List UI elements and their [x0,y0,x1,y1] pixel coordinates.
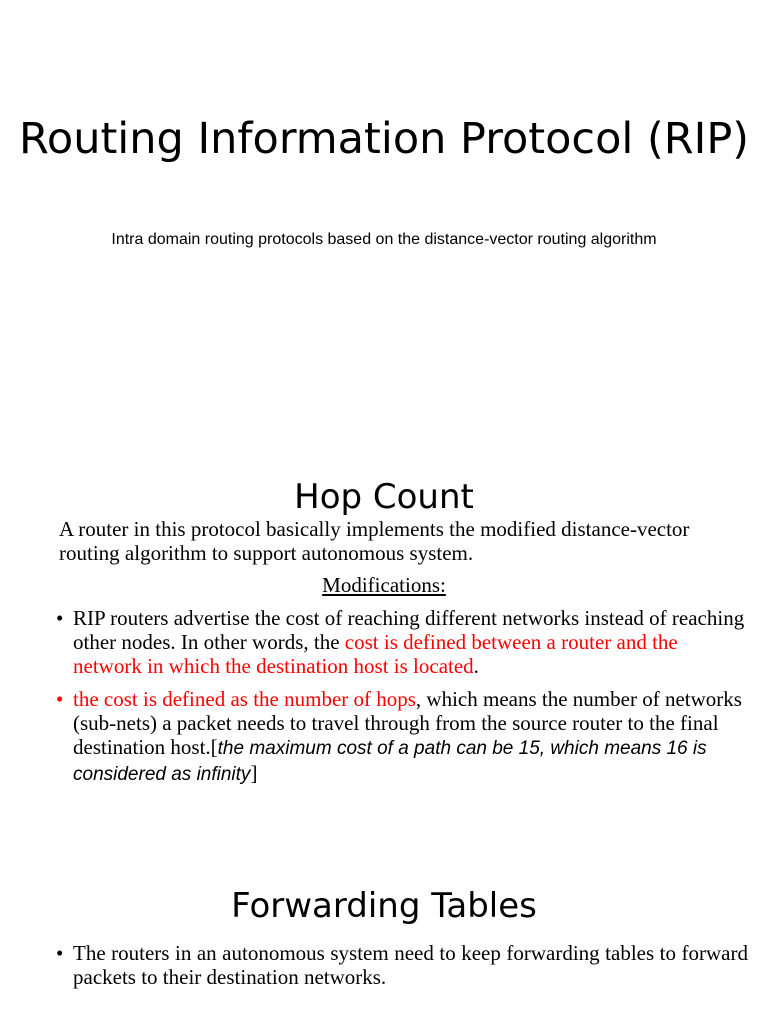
highlighted-text: the cost is defined as the number of hops [73,687,416,711]
italic-note: the maximum cost of a path can be 15, which means 16 is considered as infinity [73,738,707,785]
bullet-icon: • [56,606,64,630]
slide-subtitle: Intra domain routing protocols based on the distance-vector routing algorithm [111,231,657,248]
bullet-text: , which means the number of networks (sub-nets) a packet needs to travel through from the source router to the final destination host.[ [73,687,742,759]
hop-count-bullet-list [56,606,748,796]
modifications-label: Modifications: [322,573,446,597]
bullet-text: RIP routers advertise the cost of reaching different networks instead of reaching other nodes. In other words, the [73,606,745,654]
bullet-text: The routers in an autonomous system need to keep forwarding tables to forward packets to their destination networks. [73,941,748,989]
list-item [56,606,748,678]
list-item [56,687,748,787]
bullet-icon: • [56,687,64,711]
hop-count-heading: Hop Count [294,477,474,517]
slide-title: Routing Information Protocol (RIP) [18,114,750,164]
forwarding-tables-heading: Forwarding Tables [231,886,537,926]
list-item [56,941,748,989]
highlighted-text: cost is defined between a router and the network in which the destination host is located [73,630,678,678]
forwarding-bullet-list [56,941,748,998]
bullet-icon: • [56,941,64,965]
bullet-text-end: . [473,654,479,678]
hop-count-intro: A router in this protocol basically implements the modified distance-vector routing algorithm to support autonomous system. [59,517,690,565]
bullet-text-end: ] [250,761,258,785]
